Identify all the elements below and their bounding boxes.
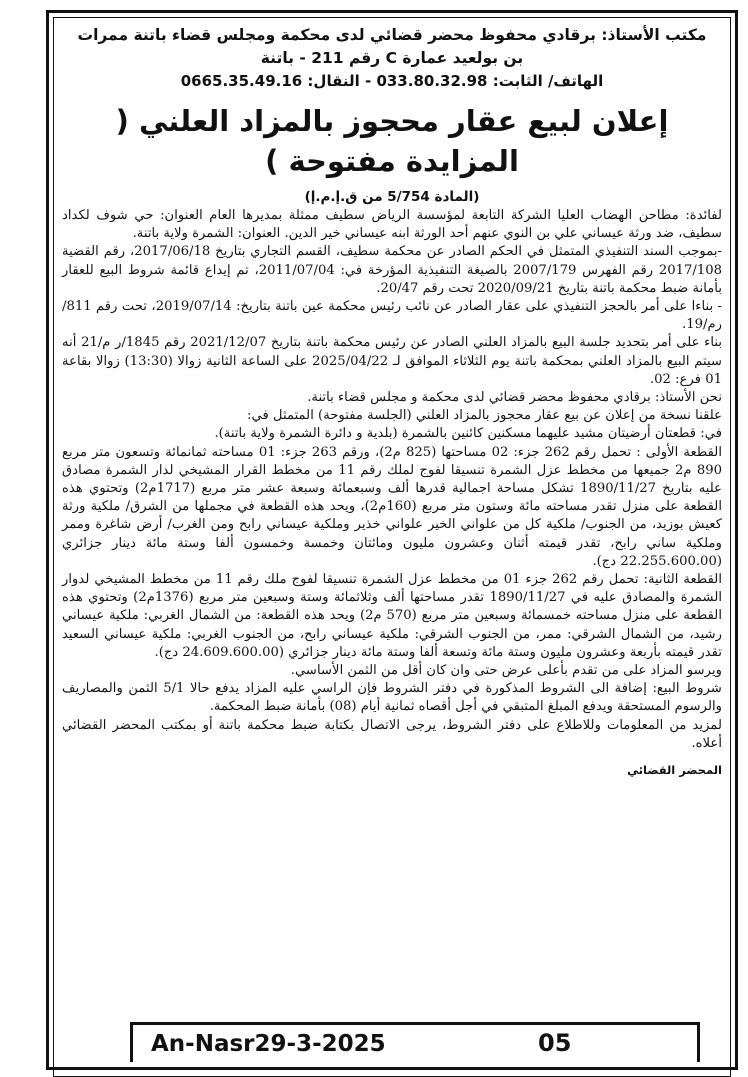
paragraph-contact: لمزيد من المعلومات وللاطلاع على دفتر الشروط، يرجى الاتصال بكتابة ضبط محكمة باتنة أو بمكتب المحضر القضائي أعلاه. (62, 717, 722, 751)
paragraph-bailiff: نحن الأستاذ: برقادي محفوظ محضر قضائي لدى محكمة و مجلس قضاء باتنة. (307, 390, 722, 406)
paragraph-lot-one: القطعة الأولى : تحمل رقم 262 جزء: 02 مساحتها (825 م2)، ورقم 263 جزء: 01 مساحته ثمانمائة وتسعون متر مربع 890 م2 جميعها من مخطط عزل الشمرة تنسيقا لفوج لملك رقم 11 من مخطط القرار المشيخي لدار الشمرة مصادق عليه بتاريخ 1890/11/27 تشكل مساحة اجمالية قدرها ألف وسبعمائة وسبعة عشر متر مربع (1717م2) وتحتوي هذه القطعة على منزل تقدر مساحته مائة وستون متر مربع (160م2)، ويحد هذه القطعة في مجملها من الشرق/ ملكية ورثة كعيش بوزيد، من الجنوب/ ملكية كل من علواني الخير علواني خذير وملكية عيساني رابح ومن الغرب/ أرض شاغرة وممر وملكية ساني رابح، تقدر قيمته أثنان وعشرون مليون ومائتان وخمسة وخمسون ألفا وستة مائة دينار جزائري (22.255.600.00 دج). (62, 444, 723, 569)
office-header-line1: مكتب الأستاذ: برقادي محفوظ محضر قضائي لدى محكمة ومجلس قضاء باتنة ممرات (77, 26, 707, 44)
paragraph-award-rule: ويرسو المزاد على من تقدم بأعلى عرض حتى وان كان أقل من الثمن الأساسي. (290, 663, 722, 679)
paragraph-enforcement-title: -بموجب السند التنفيذي المتمثل في الحكم الصادر عن محكمة سطيف، القسم التجاري بتاريخ 2017/06/18، رقم القضية 2017/108 رقم الفهرس 2007/179 بالصيغة التنفيذية المؤرخة في: 2011/07/04، تم إيداع قائمة شروط البيع للعقار بأمانة ضبط محكمة باتنة بتاريخ 2020/09/21 تحت رقم 20/47. (62, 244, 723, 296)
announcement-title: إعلان لبيع عقار محجوز بالمزاد العلني ( المزايدة مفتوحة ) (115, 104, 669, 178)
paragraph-auction-date: بناء على أمر بتحديد جلسة البيع بالمزاد العلني الصادر عن رئيس محكمة باتنة بتاريخ 2021/12/07 رقم 1845/ر م/21 أنه سيتم البيع بالمزاد العلني بمحكمة باتنة يوم الثلاثاء الموافق لـ 2025/04/22 على الساعة الثانية زوالا (13:30) زوالا بقاعة 01 فرع: 02. (62, 335, 722, 387)
paragraph-beneficiary: لفائدة: مطاحن الهضاب العليا الشركة التابعة لمؤسسة الرياض سطيف ممثلة بمديرها العام العنوان: حي شوف لكداد سطيف، ضد ورثة عيساني علي بن النوي عنهم أحد الورثة ابنه عيساني خير الدين. العنوان: الشمرة ولاية باتنة. (62, 208, 722, 242)
announcement (62, 24, 722, 777)
paragraph-lot-two: القطعة الثانية: تحمل رقم 262 جزء 01 من مخطط عزل الشمرة تنسيقا لفوج ملك رقم 11 من مخطط المشيخي لدوار الشمرة والمصادق عليه في 1890/11/27 تقدر مساحتها ألف وثلاثمائة وستة وسبعين متر مربع (1376م2) وتحتوي هذه القطعة على منزل مساحته خمسمائة وسبعين متر مربع (570 م2) ويحد هذه القطعة: من الشمال الغربي: ملكية عيساني رشيد، من الشمال الشرقي: ممر، من الجنوب الشرقي: ملكية عيساني رابح، من الجنوب الغربي: ملكية عيساني السعيد تقدر قيمته بأربعة وعشرون مليون وستة مائة وتسعة ألفا وستة مائة دينار جزائري (24.609.600.00 دج). (62, 572, 723, 660)
newspaper-footer (130, 1022, 700, 1062)
paragraph-properties: في: قطعتان أرضيتان مشيد عليهما مسكنين كائنين بالشمرة (بلدية و دائرة الشمرة ولاية باتنة). (214, 426, 722, 442)
office-phones: الهاتف/ الثابت: 033.80.32.98 - النقال: 0665.35.49.16 (180, 72, 604, 90)
paragraph-sale-conditions: شروط البيع: إضافة الى الشروط المذكورة في دفتر الشروط فإن الراسي عليه المزاد يدفع حالا 5/1 الثمن والمصاريف والرسوم المستحقة ويدفع المبلغ المتبقي في أجل أقصاه ثمانية أيام (08) بأمانة ضبط المحكمة. (62, 681, 722, 715)
page-number: 05 (538, 1029, 572, 1057)
paragraph-seizure-order: - بناءا على أمر بالحجز التنفيذي على عقار الصادر عن نائب رئيس محكمة عين باتنة بتاريخ: 2019/07/14، تحت رقم 811/رم/19. (62, 299, 723, 333)
paragraph-posting: علقنا نسخة من إعلان عن بيع عقار محجوز بالمزاد العلني (الجلسة مفتوحة) المتمثل في: (247, 408, 722, 424)
legal-article: (المادة 5/754 من ق.إ.م.إ) (304, 189, 480, 205)
signature-label: المحضر القضائي (627, 763, 722, 778)
publication-name: An-Nasr29-3-2025 (151, 1031, 386, 1057)
office-header-line2: بن بولعيد عمارة C رقم 211 - باتنة (260, 49, 524, 67)
announcement-body (62, 207, 722, 753)
